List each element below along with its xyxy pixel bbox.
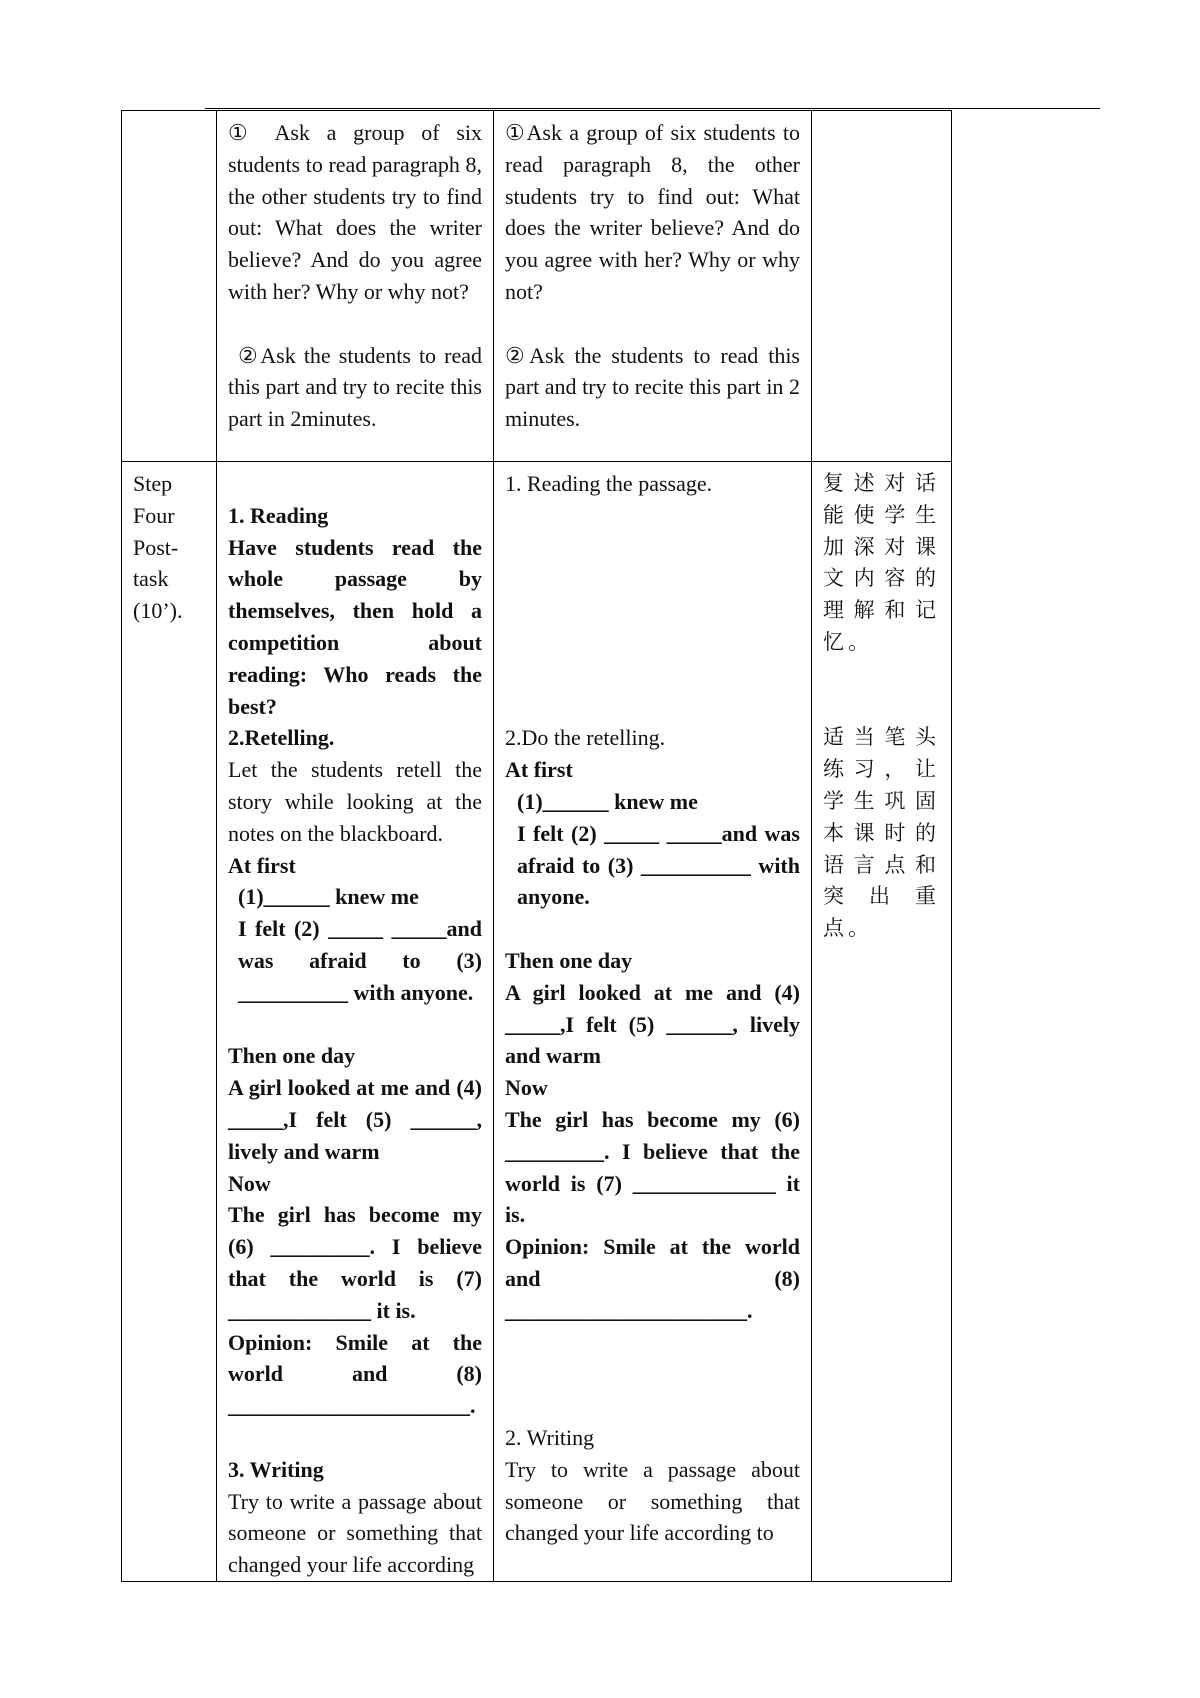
step-line: task — [133, 566, 169, 592]
step-cell — [122, 462, 217, 1582]
table-row — [122, 111, 952, 462]
blank-line-5: The girl has become my (6) _________. I believe that the world is (7) _____________ it is. — [228, 1202, 482, 1323]
step-line: Post- — [133, 534, 179, 560]
opinion-line: Opinion: Smile at the world and (8) ______________________. — [505, 1234, 800, 1323]
reading-title: 1. Reading — [228, 502, 329, 528]
retelling-text: 2.Do the retelling. — [505, 725, 666, 751]
then-one-day-label: Then one day — [228, 1043, 356, 1069]
purpose-note-1: 复述对话能使学生加深对课文内容的理解和记忆。 — [823, 471, 940, 654]
at-first-label: At first — [228, 852, 296, 878]
writing-title: 3. Writing — [228, 1456, 324, 1482]
table-row — [122, 462, 952, 1582]
writing-text: Try to write a passage about someone or something that changed your life according — [228, 1488, 482, 1578]
student-activity-cell — [494, 111, 812, 462]
blank-line-4: A girl looked at me and (4) _____,I felt (5) ______, lively and warm — [228, 1075, 482, 1164]
step-line: Step — [133, 471, 173, 496]
step-cell — [122, 111, 217, 462]
opinion-line: Opinion: Smile at the world and (8) ______________________. — [228, 1329, 482, 1419]
lesson-plan-table — [121, 110, 952, 1582]
then-one-day-label: Then one day — [505, 947, 633, 973]
blank-line-1: (1)______ knew me — [238, 884, 419, 910]
teacher-item-2: ②Ask the students to read this part and try to recite this part in 2minutes. — [228, 342, 482, 432]
student-activity-cell — [494, 462, 812, 1582]
writing-text: Try to write a passage about someone or something that changed your life according to — [505, 1456, 800, 1546]
teacher-item-1: ① Ask a group of six students to read paragraph 8, the other students try to find out: What does the writer believe? And do you agree with her? Why or why not? — [228, 120, 482, 304]
retelling-text: Let the students retell the story while looking at the notes on the blackboard. — [228, 757, 482, 846]
step-line: (10’). — [133, 598, 183, 624]
student-item-1: ①Ask a group of six students to read paragraph 8, the other students try to find out: What does the writer believe? And do you agree with her? Why or why not? — [505, 120, 800, 304]
teacher-activity-cell — [217, 462, 494, 1582]
reading-text: 1. Reading the passage. — [505, 471, 713, 496]
now-label: Now — [505, 1075, 548, 1101]
teacher-activity-cell — [217, 111, 494, 462]
retelling-title: 2.Retelling. — [228, 725, 335, 751]
purpose-cell — [812, 111, 952, 462]
blank-line-4: A girl looked at me and (4) _____,I felt (5) ______, lively and warm — [505, 979, 800, 1069]
step-line: Four — [133, 502, 175, 528]
writing-title: 2. Writing — [505, 1424, 595, 1450]
purpose-cell — [812, 462, 952, 1582]
header-rule — [205, 108, 1100, 109]
student-item-2: ②Ask the students to read this part and try to recite this part in 2 minutes. — [505, 342, 800, 432]
blank-line-1: (1)______ knew me — [517, 788, 698, 814]
blank-line-2: I felt (2) _____ _____and was afraid to (3) __________ with anyone. — [238, 916, 482, 1005]
purpose-note-2: 适当笔头练习，让学生巩固本课时的语言点和突出重点。 — [823, 725, 940, 941]
now-label: Now — [228, 1170, 271, 1196]
blank-line-5: The girl has become my (6) _________. I believe that the world is (7) _____________ it is. — [505, 1106, 800, 1228]
reading-text: Have students read the whole passage by themselves, then hold a competition about reading: Who reads the best? — [228, 534, 482, 719]
blank-line-2: I felt (2) _____ _____and was afraid to (3) __________ with anyone. — [517, 820, 800, 910]
at-first-label: At first — [505, 757, 573, 783]
